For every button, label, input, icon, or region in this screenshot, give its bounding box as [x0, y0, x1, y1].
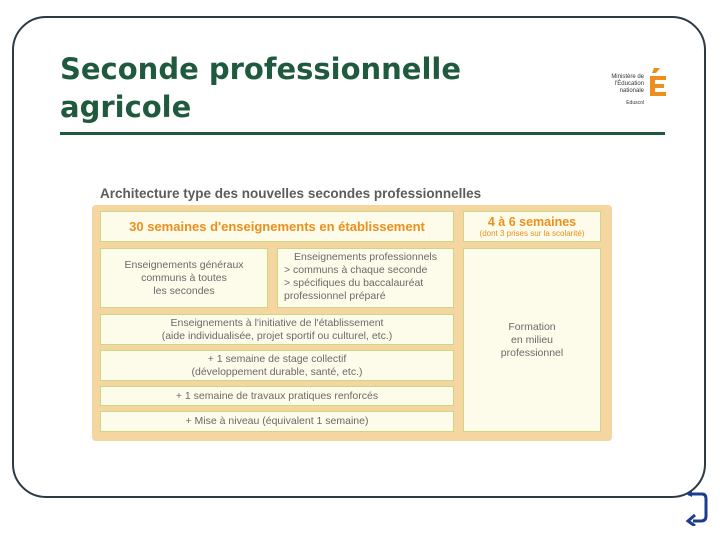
logo-text: Ministère de l'Éducation nationale — [611, 74, 644, 94]
professionnels-line-4: professionnel préparé — [284, 290, 386, 302]
box-milieu-weeks — [463, 211, 601, 242]
professionnels-line-3: > spécifiques du baccalauréat — [284, 277, 424, 289]
generaux-line-1: Enseignements généraux — [124, 258, 244, 271]
formation-line-2: en milieu — [510, 333, 554, 346]
milieu-weeks-label: 4 à 6 semaines — [487, 214, 577, 229]
slide-title — [60, 50, 520, 126]
box-enseignements-generaux — [100, 248, 268, 308]
professionnels-line-2: > communs à chaque seconde — [284, 264, 428, 276]
professionnels-line-1: Enseignements professionnels — [293, 251, 437, 263]
diagram-title: Architecture type des nouvelles secondes professionnelles — [100, 186, 482, 201]
milieu-note-label: (dont 3 prises sur la scolarité) — [479, 228, 585, 238]
logo-subtext: Eduscol — [626, 100, 644, 106]
ministry-logo — [596, 66, 672, 112]
slide-title-line-1: Seconde professionnelle — [60, 52, 462, 86]
travaux-label: + 1 semaine de travaux pratiques renforcés — [175, 389, 379, 402]
mise-a-niveau-label: + Mise à niveau (équivalent 1 semaine) — [185, 415, 369, 427]
stage-line-2: (développement durable, santé, etc.) — [191, 365, 363, 378]
generaux-line-2: communs à toutes — [141, 271, 227, 284]
etablissement-label: 30 semaines d'enseignements en établissement — [129, 219, 425, 234]
initiative-line-2: (aide individualisée, projet sportif ou culturel, etc.) — [161, 329, 393, 342]
formation-line-1: Formation — [508, 320, 556, 333]
box-stage-collectif — [100, 350, 454, 381]
box-enseignements-professionnels — [277, 248, 454, 308]
generaux-line-3: les secondes — [153, 284, 215, 297]
formation-line-3: professionnel — [500, 346, 564, 359]
box-etablissement — [100, 211, 454, 242]
box-initiative-etablissement — [100, 314, 454, 345]
slide-title-line-2: agricole — [60, 90, 192, 124]
title-underline — [60, 132, 665, 135]
initiative-line-1: Enseignements à l'initiative de l'établissement — [170, 316, 384, 329]
box-mise-a-niveau — [100, 411, 454, 432]
box-formation-milieu — [463, 248, 601, 432]
stage-line-1: + 1 semaine de stage collectif — [207, 352, 347, 365]
box-travaux-pratiques — [100, 386, 454, 406]
logo-e-icon — [646, 68, 670, 96]
return-arrow-icon[interactable] — [684, 490, 710, 526]
